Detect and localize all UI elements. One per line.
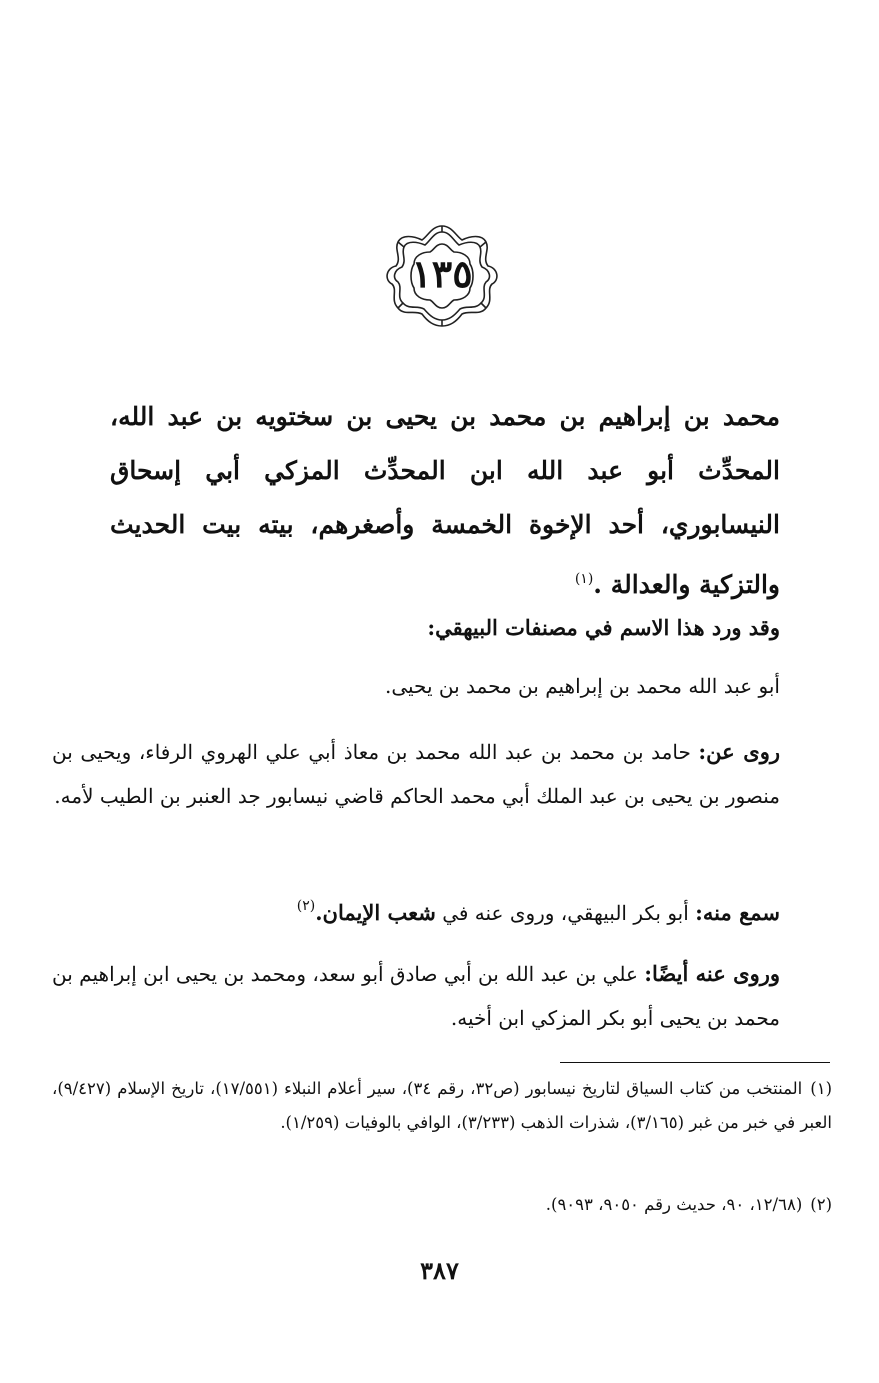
entry-heading xyxy=(110,390,780,612)
sub-heading: وقد ورد هذا الاسم في مصنفات البيهقي: xyxy=(427,615,780,640)
footnote-mark: (١) xyxy=(810,1079,832,1098)
footnote-mark: (٢) xyxy=(810,1195,832,1214)
also-narrated-text: علي بن عبد الله بن أبي صادق أبو سعد، ومحمد بن يحيى ابن إبراهيم بن محمد بن يحيى أبو بكر المزكي ابن أخيه. xyxy=(52,962,780,1030)
book-title: شعب الإيمان. xyxy=(315,900,436,925)
footnote-1 xyxy=(52,1072,832,1140)
footnote-ref: (١) xyxy=(574,571,594,587)
heading-text: محمد بن إبراهيم بن محمد بن يحيى بن سختويه بن عبد الله، المحدِّث أبو عبد الله ابن المحدِّث المزكي أبي إسحاق النيسابوري، أحد الإخوة الخمسة وأصغرهم، بيته بيت الحديث والتزكية والعدالة . xyxy=(110,402,780,599)
narrated-from-text: حامد بن محمد بن عبد الله محمد بن معاذ أبي علي الهروي الرفاء، ويحيى بن منصور بن يحيى بن عبد الملك أبي محمد الحاكم قاضي نيسابور جد العنبر بن الطيب لأمه. xyxy=(52,740,780,808)
footnote-text: (١٢/٦٨، ٩٠، حديث رقم ٩٠٥٠، ٩٠٩٣). xyxy=(545,1195,803,1214)
entry-number: ١٣٥ xyxy=(411,251,473,296)
footnote-separator xyxy=(560,1062,830,1063)
heard-from-paragraph xyxy=(52,884,780,935)
name-line: أبو عبد الله محمد بن إبراهيم بن محمد بن يحيى. xyxy=(384,674,780,698)
page-number: ٣٨٧ xyxy=(420,1256,459,1285)
narrated-from-label: روى عن: xyxy=(698,739,780,764)
entry-number-emblem xyxy=(382,222,502,330)
narrated-from-paragraph xyxy=(52,730,780,818)
footnote-text: المنتخب من كتاب السياق لتاريخ نيسابور (ص٣٢، رقم ٣٤)، سير أعلام النبلاء (١٧/٥٥١)، تاريخ الإسلام (٩/٤٢٧)، العبر في خبر من غبر (٣/١٦٥)، شذرات الذهب (٣/٢٣٣)، الوافي بالوفيات (١/٢٥٩). xyxy=(52,1079,832,1132)
also-narrated-paragraph xyxy=(52,952,780,1040)
footnote-ref: (٢) xyxy=(296,898,316,914)
heard-from-text: أبو بكر البيهقي، وروى عنه في xyxy=(442,901,689,925)
footnote-2 xyxy=(52,1188,832,1222)
also-narrated-label: وروى عنه أيضًا: xyxy=(644,961,780,986)
heard-from-label: سمع منه: xyxy=(695,900,780,925)
